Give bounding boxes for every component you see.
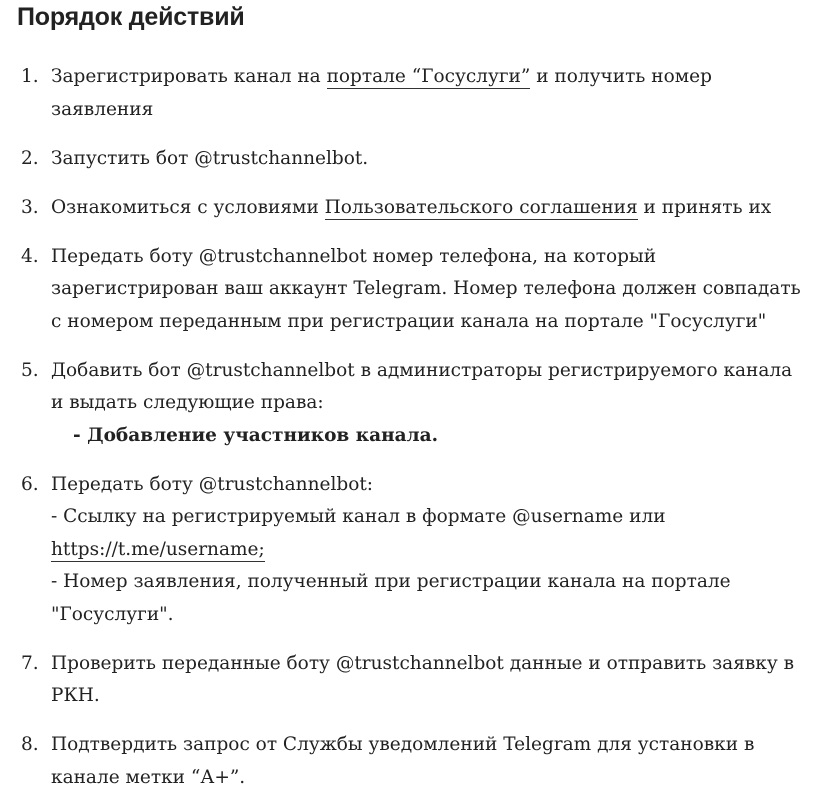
step-8 <box>0 729 824 794</box>
step-number: 1. <box>21 66 39 87</box>
step-text-before: Зарегистрировать канал на <box>51 66 327 87</box>
step-5 <box>0 355 824 453</box>
step-number: 8. <box>21 734 39 755</box>
step-6 <box>0 469 824 632</box>
step-text: Передать боту @trustchannelbot номер телефона, на который зарегистрирован ваш аккаунт Telegram. Номер телефона должен совпадать с номером переданным при регистрации канала на портале "Госуслуги" <box>51 245 801 332</box>
step-2 <box>0 143 824 176</box>
required-permission: - Добавление участников канала. <box>73 424 439 446</box>
step-number: 6. <box>21 473 39 495</box>
step-7 <box>0 648 824 713</box>
page-title: Порядок действий <box>17 3 245 31</box>
step-number: 3. <box>21 196 39 218</box>
step-number: 2. <box>21 147 39 169</box>
step-text <box>51 61 810 126</box>
step-text-after: и получить номер заявления <box>51 66 712 120</box>
steps-list <box>0 61 824 811</box>
step-text <box>51 192 810 225</box>
step-text: Подтвердить запрос от Службы уведомлений Telegram для установки в канале метки “А+”. <box>51 734 755 788</box>
step-text-before: Ознакомиться с условиями <box>51 196 325 218</box>
step-3 <box>0 192 824 225</box>
tme-username-link[interactable]: https://t.me/username; <box>51 538 265 560</box>
step-text: Добавить бот @trustchannelbot в администраторы регистрируемого канала и выдать следующие права: <box>51 359 793 413</box>
user-agreement-link[interactable]: Пользовательского соглашения <box>324 196 638 218</box>
step-text-after: и принять их <box>637 196 772 218</box>
step-text: Передать боту @trustchannelbot: <box>51 473 374 495</box>
step-4 <box>0 241 824 339</box>
gosuslugi-portal-link[interactable]: портале “Госуслуги” <box>326 66 531 87</box>
step-subitem-link <box>51 501 810 566</box>
step-number: 4. <box>21 245 39 267</box>
step-text-before: - Ссылку на регистрируемый канал в формате @username или <box>51 506 666 527</box>
step-1 <box>0 61 824 126</box>
step-subitem-application: - Номер заявления, полученный при регистрации канала на портале "Госуслуги". <box>51 571 731 625</box>
step-text: Запустить бот @trustchannelbot. <box>51 147 369 169</box>
step-number: 5. <box>21 359 39 381</box>
step-number: 7. <box>21 652 39 674</box>
step-text: Проверить переданные боту @trustchannelbot данные и отправить заявку в РКН. <box>51 652 795 706</box>
